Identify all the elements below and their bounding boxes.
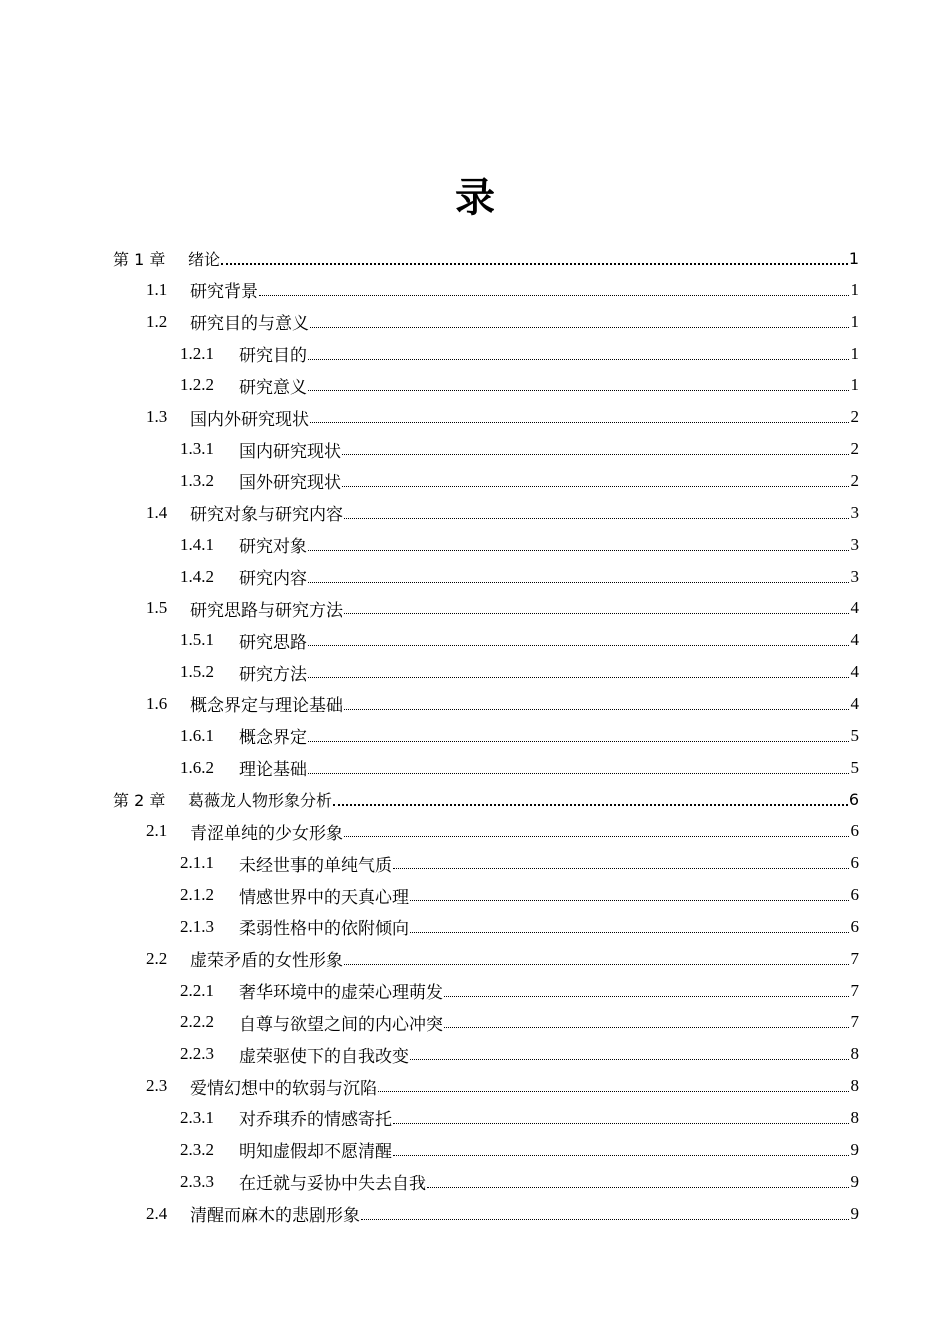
toc-subsection-entry[interactable]	[180, 1038, 859, 1070]
toc-entry-title: 情感世界中的天真心理	[239, 887, 409, 907]
toc-section-entry[interactable]	[146, 592, 859, 624]
toc-dot-leader	[393, 1134, 849, 1166]
toc-entry-number: 2.2.1	[180, 980, 214, 1000]
toc-subsection-entry[interactable]	[180, 1006, 859, 1038]
toc-subsection-entry[interactable]	[180, 752, 859, 784]
toc-title: 录	[455, 175, 495, 221]
toc-page-number: 4	[850, 598, 859, 618]
toc-section-entry[interactable]	[146, 497, 859, 529]
toc-dot-leader	[308, 656, 849, 688]
toc-entry-number: 1.5.2	[180, 662, 214, 682]
toc-subsection-entry[interactable]	[180, 624, 859, 656]
toc-entry-number: 2.3	[146, 1076, 168, 1096]
toc-entry-title: 虚荣驱使下的自我改变	[239, 1046, 409, 1066]
toc-subsection-entry[interactable]	[180, 433, 859, 465]
toc-entry-number: 1.5	[146, 598, 168, 618]
toc-dot-leader	[427, 1166, 849, 1198]
toc-entry-number: 1.6.2	[180, 757, 214, 777]
toc-section-entry[interactable]	[146, 688, 859, 720]
toc-dot-leader	[308, 752, 849, 784]
toc-entry-title: 国内研究现状	[239, 441, 341, 461]
toc-dot-leader	[342, 433, 849, 465]
toc-entry-number: 2.1.3	[180, 916, 214, 936]
toc-subsection-entry[interactable]	[180, 1134, 859, 1166]
toc-entry-number: 2.4	[146, 1203, 168, 1223]
toc-page-number: 7	[850, 1012, 859, 1032]
toc-dot-leader	[410, 879, 849, 911]
toc-dot-leader	[308, 338, 849, 370]
toc-subsection-entry[interactable]	[180, 879, 859, 911]
toc-entry-number: 第 1 章	[113, 249, 166, 269]
toc-entry-number: 1.5.1	[180, 630, 214, 650]
toc-entry-number: 2.2.3	[180, 1044, 214, 1064]
toc-page-number: 7	[850, 980, 859, 1000]
toc-entry-title: 对乔琪乔的情感寄托	[239, 1110, 392, 1130]
toc-dot-leader	[333, 783, 848, 815]
toc-subsection-entry[interactable]	[180, 369, 859, 401]
toc-entry-title: 明知虚假却不愿清醒	[239, 1142, 392, 1162]
toc-dot-leader	[308, 529, 849, 561]
toc-section-entry[interactable]	[146, 274, 859, 306]
toc-dot-leader	[344, 497, 849, 529]
toc-subsection-entry[interactable]	[180, 847, 859, 879]
toc-page-number: 6	[848, 789, 859, 809]
toc-chapter-entry[interactable]	[113, 783, 859, 815]
toc-entry-number: 2.2	[146, 948, 168, 968]
toc-page-number: 2	[850, 470, 859, 490]
toc-entry-title: 研究方法	[239, 664, 307, 684]
toc-page-number: 3	[850, 534, 859, 554]
toc-entry-number: 2.1.1	[180, 853, 214, 873]
toc-dot-leader	[344, 592, 849, 624]
toc-dot-leader	[444, 1006, 849, 1038]
toc-dot-leader	[308, 720, 849, 752]
toc-entry-number: 1.3.2	[180, 470, 214, 490]
toc-entry-number: 1.1	[146, 279, 168, 299]
toc-entry-number: 1.2.2	[180, 375, 214, 395]
toc-entry-title: 奢华环境中的虚荣心理萌发	[239, 983, 443, 1003]
toc-page-number: 8	[850, 1044, 859, 1064]
toc-page-number: 1	[848, 248, 859, 268]
toc-subsection-entry[interactable]	[180, 975, 859, 1007]
toc-page-number: 7	[850, 948, 859, 968]
toc-subsection-entry[interactable]	[180, 338, 859, 370]
toc-dot-leader	[444, 975, 849, 1007]
toc-page-number: 1	[850, 343, 859, 363]
toc-entry-title: 研究背景	[190, 282, 258, 302]
toc-entry-title: 研究思路	[239, 632, 307, 652]
toc-entry-number: 2.3.2	[180, 1139, 214, 1159]
toc-dot-leader	[310, 401, 849, 433]
toc-dot-leader	[310, 306, 849, 338]
toc-entry-title: 未经世事的单纯气质	[239, 855, 392, 875]
toc-entry-number: 2.1.2	[180, 885, 214, 904]
toc-page-number: 4	[850, 662, 859, 682]
toc-page-number: 4	[850, 630, 859, 650]
toc-entry-number: 2.1	[146, 821, 168, 841]
toc-dot-leader	[344, 688, 849, 720]
toc-dot-leader	[361, 1198, 849, 1230]
toc-entry-number: 2.3.1	[180, 1107, 214, 1127]
toc-entry-number: 1.4.2	[180, 566, 214, 586]
toc-dot-leader	[393, 847, 849, 879]
toc-entry-title: 概念界定与理论基础	[190, 696, 343, 716]
toc-entry-title: 研究对象	[239, 537, 307, 557]
toc-entry-title: 研究目的与意义	[190, 314, 309, 334]
toc-entry-title: 概念界定	[239, 728, 307, 748]
toc-entry-title: 研究目的	[239, 346, 307, 366]
toc-page-number: 6	[850, 821, 859, 841]
toc-entry-number: 1.2	[146, 311, 168, 331]
toc-section-entry[interactable]	[146, 1070, 859, 1102]
toc-dot-leader	[378, 1070, 849, 1102]
toc-dot-leader	[344, 815, 849, 847]
toc-entry-title: 柔弱性格中的依附倾向	[239, 919, 409, 939]
toc-section-entry[interactable]	[146, 306, 859, 338]
toc-dot-leader	[410, 1038, 849, 1070]
toc-entry-title: 绪论	[188, 249, 221, 269]
toc-entry-number: 1.4.1	[180, 534, 214, 554]
toc-section-entry[interactable]	[146, 401, 859, 433]
toc-page-number: 8	[850, 1076, 859, 1096]
toc-entry-number: 1.3	[146, 407, 168, 427]
toc-subsection-entry[interactable]	[180, 720, 859, 752]
toc-subsection-entry[interactable]	[180, 465, 859, 497]
toc-entry-number: 2.2.2	[180, 1012, 214, 1032]
toc-dot-leader	[342, 465, 849, 497]
toc-page-number: 5	[850, 757, 859, 777]
toc-subsection-entry[interactable]	[180, 561, 859, 593]
toc-page-number: 1	[850, 311, 859, 331]
toc-entry-number: 1.6.1	[180, 725, 214, 745]
toc-entry-title: 国外研究现状	[239, 473, 341, 493]
toc-subsection-entry[interactable]	[180, 656, 859, 688]
toc-page-number: 6	[850, 916, 859, 936]
toc-chapter-entry[interactable]	[113, 242, 859, 274]
toc-dot-leader	[308, 624, 849, 656]
toc-entry-number: 1.2.1	[180, 343, 214, 363]
toc-page-number: 9	[850, 1203, 859, 1223]
toc-page-number: 6	[850, 885, 859, 904]
toc-subsection-entry[interactable]	[180, 529, 859, 561]
toc-entry-title: 在迁就与妥协中失去自我	[239, 1174, 426, 1194]
toc-dot-leader	[308, 369, 849, 401]
toc-entry-title: 研究思路与研究方法	[190, 600, 343, 620]
toc-dot-leader	[393, 1102, 849, 1134]
toc-subsection-entry[interactable]	[180, 1102, 859, 1134]
toc-page-number: 2	[850, 407, 859, 427]
toc-page-number: 9	[850, 1139, 859, 1159]
toc-entry-number: 1.6	[146, 693, 168, 713]
toc-section-entry[interactable]	[146, 943, 859, 975]
toc-page-number: 1	[850, 375, 859, 395]
toc-page-number: 4	[850, 693, 859, 713]
toc-entry-title: 清醒而麻木的悲剧形象	[190, 1206, 360, 1225]
toc-page-number: 6	[850, 853, 859, 873]
toc-subsection-entry[interactable]	[180, 1166, 859, 1198]
toc-section-entry[interactable]	[146, 815, 859, 847]
toc-section-entry[interactable]	[146, 1198, 859, 1230]
toc-dot-leader	[344, 943, 849, 975]
toc-dot-leader	[410, 911, 849, 943]
toc-entry-number: 第 2 章	[113, 790, 166, 810]
toc-entry-title: 研究意义	[239, 377, 307, 397]
toc-entry-number: 1.3.1	[180, 439, 214, 459]
toc-entry-title: 虚荣矛盾的女性形象	[190, 951, 343, 971]
toc-page-number: 9	[850, 1171, 859, 1191]
toc-dot-leader	[259, 274, 849, 306]
toc-page-number: 8	[850, 1107, 859, 1127]
toc-entry-title: 爱情幻想中的软弱与沉陷	[190, 1078, 377, 1098]
toc-entry-title: 国内外研究现状	[190, 409, 309, 429]
toc-dot-leader	[221, 242, 848, 274]
toc-page-number: 5	[850, 725, 859, 745]
toc-entry-title: 葛薇龙人物形象分析	[188, 790, 333, 810]
toc-entry-title: 自尊与欲望之间的内心冲突	[239, 1014, 443, 1034]
toc-entry-title: 研究内容	[239, 569, 307, 588]
toc-entry-title: 青涩单纯的少女形象	[190, 823, 343, 843]
toc-entry-title: 理论基础	[239, 760, 307, 780]
toc-page-number: 3	[850, 502, 859, 522]
toc-subsection-entry[interactable]	[180, 911, 859, 943]
toc-entry-number: 2.3.3	[180, 1171, 214, 1191]
toc-entry-number: 1.4	[146, 502, 168, 522]
toc-dot-leader	[308, 561, 849, 593]
toc-entry-title: 研究对象与研究内容	[190, 505, 343, 525]
toc-page-number: 2	[850, 439, 859, 459]
toc-page-number: 3	[850, 566, 859, 586]
toc-page-number: 1	[850, 279, 859, 299]
